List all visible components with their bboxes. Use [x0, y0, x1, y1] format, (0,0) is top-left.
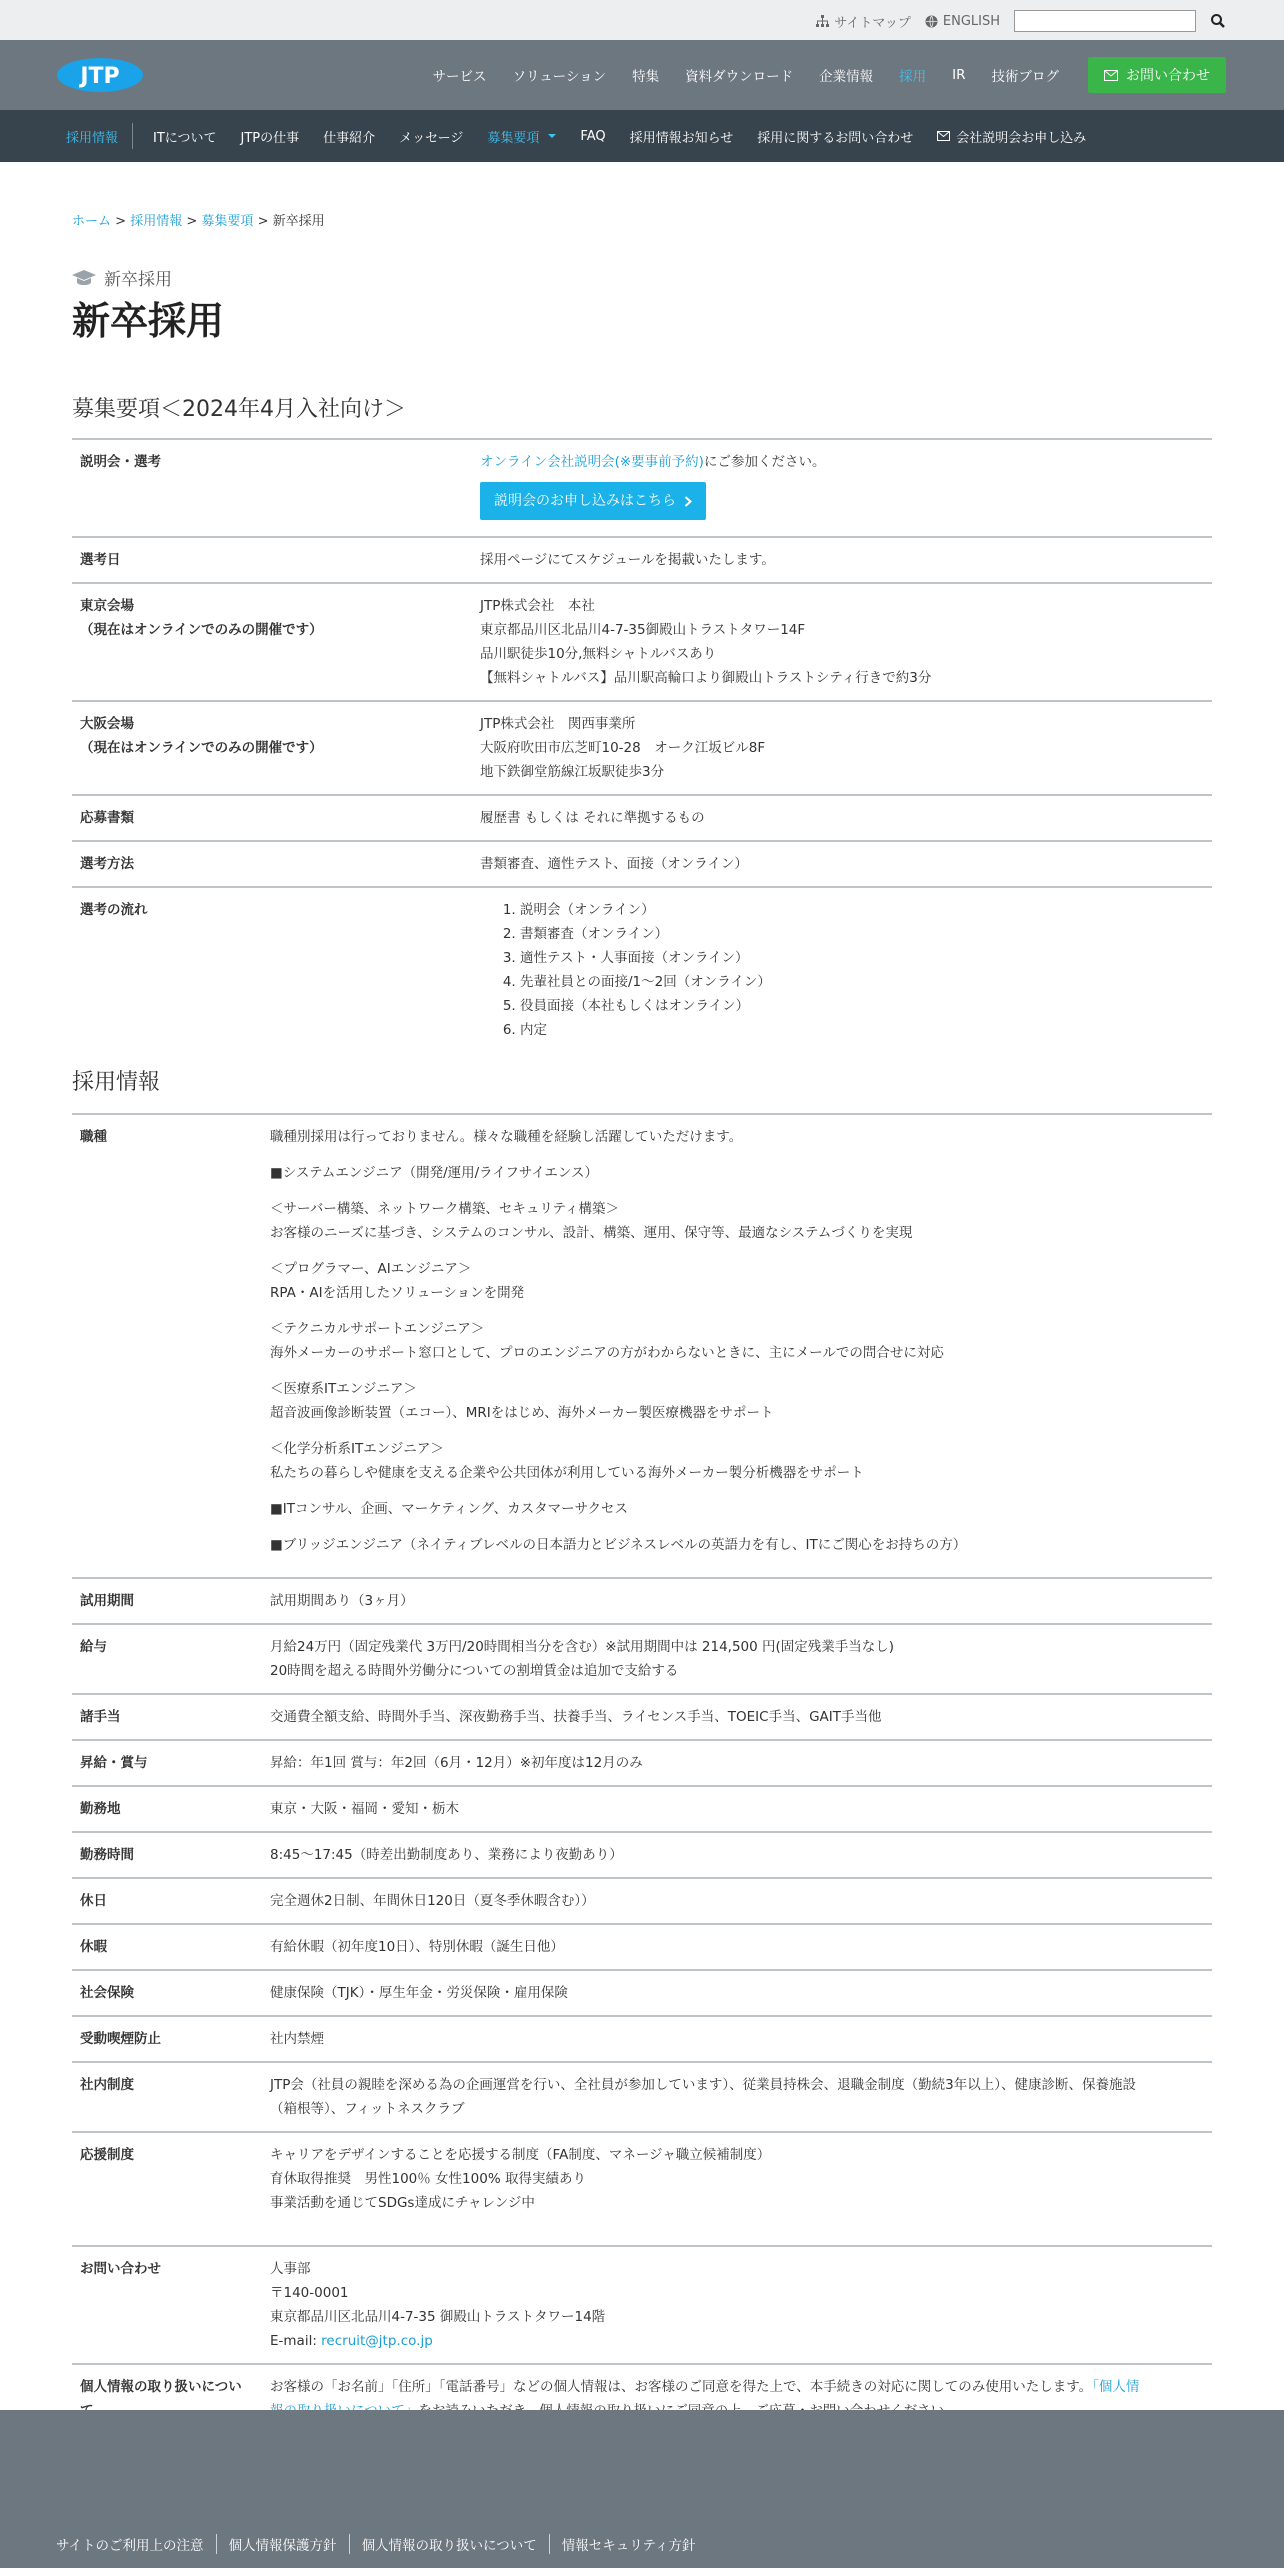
job-description [262, 1114, 1212, 1578]
search-icon[interactable] [1210, 13, 1226, 29]
nav-item-features[interactable]: 特集 [632, 69, 660, 85]
row-value: 人事部 〒140-0001 東京都品川区北品川4-7-35 御殿山トラストタワー14階 E-mail: recruit@jtp.co.jp [262, 2246, 1212, 2364]
mail-icon [937, 131, 950, 141]
table-row [72, 1786, 1212, 1832]
row-label: 休日 [72, 1878, 262, 1924]
mail-icon [1104, 70, 1118, 81]
privacy-link[interactable]: 「個人情 [1092, 2379, 1140, 2395]
row-value [472, 887, 1212, 1052]
page-subtitle-text: 新卒採用 [104, 270, 172, 290]
table-row [72, 439, 1212, 537]
row-label: 諸手当 [72, 1694, 262, 1740]
row-value [472, 583, 1212, 701]
utility-bar [0, 0, 1284, 40]
footer-links [56, 2534, 707, 2554]
row-label: 試用期間 [72, 1578, 262, 1624]
briefing-apply-label: 説明会のお申し込みはこちら [494, 493, 676, 509]
osaka-note: （現在はオンラインでのみの開催です） [80, 740, 323, 756]
table-row [72, 841, 1212, 887]
row-value: 交通費全額支給、時間外手当、深夜勤務手当、扶養手当、ライセンス手当、TOEIC手当、GAIT手当他 [262, 1694, 1212, 1740]
nav-item-tech-blog[interactable]: 技術ブログ [991, 69, 1059, 85]
briefing-apply-button[interactable] [480, 482, 706, 520]
row-label: 選考の流れ [72, 887, 472, 1052]
graduation-cap-icon [72, 269, 96, 287]
contact-button[interactable] [1088, 57, 1226, 93]
footer-link-terms[interactable]: サイトのご利用上の注意 [56, 2538, 204, 2554]
row-label: 勤務時間 [72, 1832, 262, 1878]
breadcrumb-separator: > [186, 214, 198, 229]
table-row [72, 2132, 1212, 2246]
row-value: 試用期間あり（3ヶ月） [262, 1578, 1212, 1624]
row-label: 応援制度 [72, 2132, 262, 2246]
row-label: お問い合わせ [72, 2246, 262, 2364]
requirements-table [72, 438, 1212, 1052]
list-item: 5. 役員面接（本社もしくはオンライン） [520, 994, 1204, 1018]
briefing-link[interactable]: オンライン会社説明会(※要事前予約) [480, 454, 704, 470]
row-value: JTP会（社員の親睦を深める為の企画運営を行い、全社員が参加しています）、従業員持株会、退職金制度（勤続3年以上）、健康診断、保養施設 （箱根等）、フィットネスクラブ [262, 2062, 1212, 2132]
chevron-right-icon [684, 496, 692, 507]
footer-link-personal-info[interactable]: 個人情報の取り扱いについて [349, 2534, 549, 2554]
row-value: お客様の「お名前」「住所」「電話番号」などの個人情報は、お客様のご同意を得た上で、本手続きの対応に関してのみ使用いたします。「個人情 [262, 2364, 1212, 2434]
table-row [72, 1578, 1212, 1624]
nav-item-ir[interactable]: IR [952, 67, 966, 83]
address-line: 品川駅徒歩10分,無料シャトルバスあり [480, 646, 717, 662]
paragraph: ＜サーバー構築、ネットワーク構築、セキュリティ構築＞ お客様のニーズに基づき、システムのコンサル、設計、構築、運用、保守等、最適なシステムづくりを実現 [270, 1201, 913, 1241]
list-item: 3. 適性テスト・人事面接（オンライン） [520, 946, 1204, 970]
list-item: 2. 書類審査（オンライン） [520, 922, 1204, 946]
table-row [72, 537, 1212, 583]
subnav-faq[interactable]: FAQ [580, 128, 606, 144]
nav-item-solutions[interactable]: ソリューション [512, 69, 607, 85]
row-label [72, 583, 472, 701]
address-line: 大阪府吹田市広芝町10-28 オーク江坂ビル8F [480, 740, 766, 756]
breadcrumb-home[interactable]: ホーム [72, 214, 112, 229]
subnav-requirements-label: 募集要項 [487, 130, 540, 146]
row-value: 書類審査、適性テスト、面接（オンライン） [472, 841, 1212, 887]
nav-item-downloads[interactable]: 資料ダウンロード [685, 69, 794, 85]
row-value: 採用ページにてスケジュールを掲載いたします。 [472, 537, 1212, 583]
row-label: 昇給・賞与 [72, 1740, 262, 1786]
table-row [72, 1624, 1212, 1694]
english-link[interactable] [925, 14, 1000, 29]
footer-link-privacy-policy[interactable]: 個人情報保護方針 [216, 2534, 349, 2554]
address-line: JTP株式会社 関西事業所 [480, 716, 636, 732]
breadcrumb-recruit[interactable]: 採用情報 [130, 214, 183, 229]
row-label: 説明会・選考 [72, 439, 472, 537]
contact-email-link[interactable]: recruit@jtp.co.jp [321, 2333, 433, 2349]
page-subtitle [72, 265, 172, 290]
list-item: 1. 説明会（オンライン） [520, 898, 1204, 922]
row-label: 勤務地 [72, 1786, 262, 1832]
sitemap-icon [816, 15, 829, 28]
row-value: 昇給：年1回 賞与：年2回（6月・12月）※初年度は12月のみ [262, 1740, 1212, 1786]
paragraph: ＜テクニカルサポートエンジニア＞ 海外メーカーのサポート窓口として、プロのエンジニアの方がわからないときに、主にメールでの問合せに対応 [270, 1321, 944, 1361]
english-label: ENGLISH [942, 13, 1000, 29]
breadcrumb [72, 210, 325, 229]
table-row [72, 887, 1212, 1052]
subnav-news[interactable]: 採用情報お知らせ [629, 130, 734, 146]
nav-item-company[interactable]: 企業情報 [819, 69, 874, 85]
jtp-logo[interactable] [56, 57, 144, 93]
search-input[interactable] [1014, 10, 1196, 32]
table-row [72, 1694, 1212, 1740]
address-line: 東京都品川区北品川4-7-35御殿山トラストタワー14F [480, 622, 806, 638]
row-label: 社会保険 [72, 1970, 262, 2016]
paragraph: ＜プログラマー、AIエンジニア＞ RPA・AIを活用したソリューションを開発 [270, 1261, 525, 1301]
paragraph: ■ブリッジエンジニア（ネイティブレベルの日本語力とビジネスレベルの英語力を有し、ITにご関心をお持ちの方） [270, 1537, 967, 1553]
row-value: 有給休暇（初年度10日）、特別休暇（誕生日他） [262, 1924, 1212, 1970]
row-label: 選考日 [72, 537, 472, 583]
list-item: 6. 内定 [520, 1018, 1204, 1042]
paragraph: ■ITコンサル、企画、マーケティング、カスタマーサクセス [270, 1501, 629, 1517]
address-line: 【無料シャトルバス】品川駅高輪口より御殿山トラストシティ行きで約3分 [480, 670, 932, 686]
paragraph: ■システムエンジニア（開発/運用/ライフサイエンス） [270, 1165, 598, 1181]
subnav-message[interactable]: メッセージ [399, 130, 464, 146]
paragraph: 職種別採用は行っておりません。様々な職種を経験し活躍していただけます。 [270, 1129, 743, 1145]
subnav-requirements[interactable] [475, 127, 568, 146]
row-label: 社内制度 [72, 2062, 262, 2132]
table-row [72, 795, 1212, 841]
table-row [72, 1924, 1212, 1970]
row-value: 履歴書 もしくは それに準拠するもの [472, 795, 1212, 841]
breadcrumb-requirements[interactable]: 募集要項 [201, 214, 254, 229]
row-label: 給与 [72, 1624, 262, 1694]
main-navigation [0, 40, 1284, 110]
table-row [72, 1878, 1212, 1924]
row-value: キャリアをデザインすることを応援する制度（FA制度、マネージャ職立候補制度） 育休取得推奨 男性100％ 女性100% 取得実績あり 事業活動を通じてSDGs達成にチャレンジ中 [262, 2132, 1212, 2246]
nav-item-services[interactable]: サービス [432, 69, 487, 85]
sitemap-label: サイトマップ [834, 15, 911, 31]
contact-label: お問い合わせ [1126, 68, 1210, 84]
page-title: 新卒採用 [72, 299, 225, 343]
section-heading-recruit-info: 採用情報 [72, 1070, 161, 1095]
sub-navigation [0, 110, 1284, 162]
table-row [72, 1832, 1212, 1878]
table-row [72, 583, 1212, 701]
tokyo-note: （現在はオンラインでのみの開催です） [80, 622, 323, 638]
tokyo-label: 東京会場 [80, 598, 134, 614]
address-line: 地下鉄御堂筋線江坂駅徒歩3分 [480, 764, 665, 780]
row-value: 社内禁煙 [262, 2016, 1212, 2062]
footer [0, 2410, 1284, 2568]
row-label: 応募書類 [72, 795, 472, 841]
row-label: 選考方法 [72, 841, 472, 887]
breadcrumb-separator: > [257, 214, 269, 229]
table-row [72, 701, 1212, 795]
row-label: 休暇 [72, 1924, 262, 1970]
row-label [72, 701, 472, 795]
recruit-info-table [72, 1113, 1212, 2434]
row-label: 職種 [72, 1114, 262, 1578]
subnav-recruit-info[interactable]: 採用情報 [66, 123, 133, 149]
briefing-text: にご参加ください。 [703, 454, 826, 470]
row-value: 月給24万円（固定残業代 3万円/20時間相当分を含む）※試用期間中は 214,500 円(固定残業手当なし) 20時間を超える時間外労働分についての割増賃金は追加で支給する [262, 1624, 1212, 1694]
table-row [72, 2016, 1212, 2062]
subnav-job-intro[interactable]: 仕事紹介 [323, 130, 376, 146]
nav-item-recruit[interactable]: 採用 [899, 69, 927, 85]
table-row [72, 1114, 1212, 1578]
table-row [72, 1970, 1212, 2016]
sitemap-link[interactable] [816, 12, 911, 31]
row-label: 個人情報の取り扱いについ [72, 2364, 262, 2434]
caret-down-icon [548, 134, 556, 138]
subnav-inquiry[interactable]: 採用に関するお問い合わせ [757, 130, 914, 146]
row-value: 8:45～17:45（時差出勤制度あり、業務により夜勤あり） [262, 1832, 1212, 1878]
subnav-jtp-work[interactable]: JTPの仕事 [240, 130, 300, 146]
subnav-about-it[interactable]: ITについて [153, 130, 217, 146]
table-row [72, 2246, 1212, 2364]
footer-link-security-policy[interactable]: 情報セキュリティ方針 [549, 2534, 708, 2554]
logo-text: JTP [80, 64, 120, 89]
address-line: JTP株式会社 本社 [480, 598, 595, 614]
subnav-briefing-label: 会社説明会お申し込み [956, 130, 1087, 146]
paragraph: ＜化学分析系ITエンジニア＞ 私たちの暮らしや健康を支える企業や公共団体が利用している海外メーカー製分析機器をサポート [270, 1441, 864, 1481]
paragraph: ＜医療系ITエンジニア＞ 超音波画像診断装置（エコー）、MRIをはじめ、海外メーカー製医療機器をサポート [270, 1381, 774, 1421]
table-row [72, 1740, 1212, 1786]
globe-icon [925, 15, 938, 28]
row-value: 健康保険（TJK）・厚生年金・労災保険・雇用保険 [262, 1970, 1212, 2016]
row-label: 受動喫煙防止 [72, 2016, 262, 2062]
row-value [472, 701, 1212, 795]
list-item: 4. 先輩社員との面接/1～2回（オンライン） [520, 970, 1204, 994]
section-heading-requirements: 募集要項＜2024年4月入社向け＞ [72, 397, 406, 422]
selection-flow-list [480, 898, 1204, 1042]
row-value: 完全週休2日制、年間休日120日（夏冬季休暇含む）） [262, 1878, 1212, 1924]
subnav-briefing-apply[interactable] [925, 127, 1098, 146]
osaka-label: 大阪会場 [80, 716, 134, 732]
breadcrumb-separator: > [115, 214, 127, 229]
row-value: 東京・大阪・福岡・愛知・栃木 [262, 1786, 1212, 1832]
table-row [72, 2062, 1212, 2132]
breadcrumb-current: 新卒採用 [272, 214, 325, 229]
